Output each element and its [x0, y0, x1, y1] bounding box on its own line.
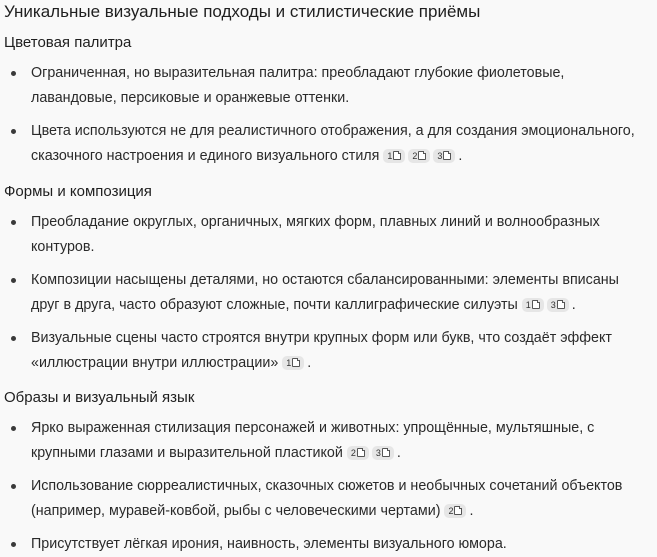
citation-chip[interactable]: 3 — [372, 446, 394, 460]
list-item: Использование сюрреалистичных, сказочных сюжетов и необычных сочетаний объектов (например, муравей-ковбой, рыбы с человеческими чертами) 2 . — [4, 474, 651, 524]
citation-chip[interactable]: 3 — [547, 298, 569, 312]
list-item: Ограниченная, но выразительная палитра: преобладают глубокие фиолетовые, лавандовые, персиковые и оранжевые оттенки. — [4, 61, 651, 111]
list-item: Визуальные сцены часто строятся внутри крупных форм или букв, что создаёт эффект «иллюстрации внутри иллюстрации» 1 . — [4, 326, 651, 376]
citation-chip[interactable]: 2 — [347, 446, 369, 460]
document-icon — [393, 151, 401, 160]
citation-chip[interactable]: 1 — [522, 298, 544, 312]
document-icon — [443, 151, 451, 160]
list-images-visual-language — [4, 416, 651, 557]
citation-chip[interactable]: 2 — [444, 504, 466, 518]
list-item: Преобладание округлых, органичных, мягких форм, плавных линий и волнообразных контуров. — [4, 210, 651, 260]
list-forms-composition — [4, 210, 651, 376]
list-item: Цвета используются не для реалистичного отображения, а для создания эмоционального, сказочного настроения и единого визуального стиля 1 2 3 . — [4, 119, 651, 169]
citation-chip[interactable]: 2 — [408, 149, 430, 163]
list-item: Композиции насыщены деталями, но остаются сбалансированными: элементы вписаны друг в друга, часто образуют сложные, почти каллиграфические силуэты 1 3 . — [4, 268, 651, 318]
list-color-palette — [4, 61, 651, 169]
citation-chip[interactable]: 3 — [433, 149, 455, 163]
citation-chip[interactable]: 1 — [383, 149, 405, 163]
section-title: Уникальные визуальные подходы и стилистические приёмы — [4, 2, 481, 21]
document-icon — [292, 358, 300, 367]
list-item: Ярко выраженная стилизация персонажей и животных: упрощённые, мультяшные, с крупными глазами и выразительной пластикой 2 3 . — [4, 416, 651, 466]
document-icon — [454, 506, 462, 515]
document-icon — [418, 151, 426, 160]
citation-chip[interactable]: 1 — [282, 356, 304, 370]
heading-color-palette: Цветовая палитра — [4, 34, 132, 51]
list-item: Присутствует лёгкая ирония, наивность, элементы визуального юмора. — [4, 532, 651, 557]
heading-images-visual-language: Образы и визуальный язык — [4, 389, 195, 406]
document-icon — [357, 448, 365, 457]
document-icon — [382, 448, 390, 457]
document-icon — [557, 300, 565, 309]
document-icon — [532, 300, 540, 309]
heading-forms-composition: Формы и композиция — [4, 183, 152, 200]
